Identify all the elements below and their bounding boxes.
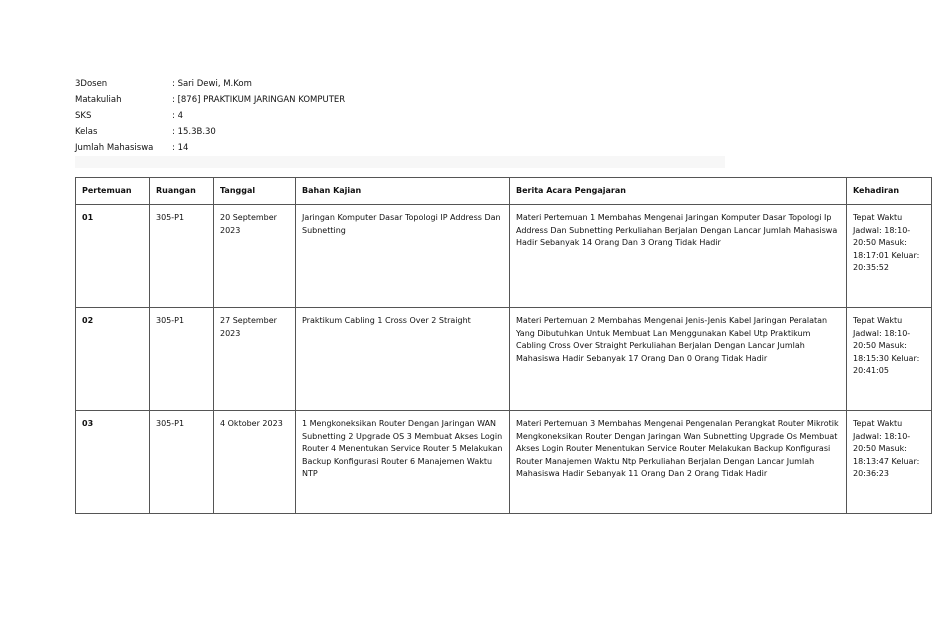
attendance-table [75,177,932,514]
header-berita-acara: Berita Acara Pengajaran [510,178,847,205]
header-ruangan: Ruangan [150,178,214,205]
cell-bahan-kajian: Jaringan Komputer Dasar Topologi IP Address Dan Subnetting [296,205,510,308]
info-value: : Sari Dewi, M.Kom [172,79,252,89]
cell-kehadiran: Tepat Waktu Jadwal: 18:10-20:50 Masuk: 18:15:30 Keluar: 20:41:05 [847,308,932,411]
header-bahan-kajian: Bahan Kajian [296,178,510,205]
info-label: Matakuliah [75,95,122,105]
table-row [76,308,932,411]
shaded-band [75,156,725,168]
cell-tanggal: 4 Oktober 2023 [214,411,296,514]
cell-ruangan: 305-P1 [150,308,214,411]
info-row-dosen [75,76,345,92]
cell-pertemuan: 02 [76,308,150,411]
info-value: : 4 [172,111,183,121]
header-kehadiran: Kehadiran [847,178,932,205]
course-info [75,76,345,156]
info-label: Kelas [75,127,98,137]
info-label: SKS [75,111,92,121]
table-header-row [76,178,932,205]
cell-pertemuan: 01 [76,205,150,308]
info-row-jumlah-mahasiswa [75,140,345,156]
info-row-sks [75,108,345,124]
cell-berita-acara: Materi Pertemuan 1 Membahas Mengenai Jaringan Komputer Dasar Topologi Ip Address Dan Subnetting Perkuliahan Berjalan Dengan Lancar Jumlah Mahasiswa Hadir Sebanyak 14 Orang Dan 3 Orang Tidak Hadir [510,205,847,308]
cell-ruangan: 305-P1 [150,411,214,514]
cell-tanggal: 20 September 2023 [214,205,296,308]
cell-kehadiran: Tepat Waktu Jadwal: 18:10-20:50 Masuk: 18:13:47 Keluar: 20:36:23 [847,411,932,514]
cell-bahan-kajian: Praktikum Cabling 1 Cross Over 2 Straight [296,308,510,411]
cell-tanggal: 27 September 2023 [214,308,296,411]
info-label: 3Dosen [75,79,108,89]
cell-bahan-kajian: 1 Mengkoneksikan Router Dengan Jaringan WAN Subnetting 2 Upgrade OS 3 Membuat Akses Login Router 4 Menentukan Service Router 5 Melakukan Backup Konfigurasi Router 6 Manajemen Waktu NTP [296,411,510,514]
info-value: : [876] PRAKTIKUM JARINGAN KOMPUTER [172,95,346,105]
cell-kehadiran: Tepat Waktu Jadwal: 18:10-20:50 Masuk: 18:17:01 Keluar: 20:35:52 [847,205,932,308]
table-row [76,411,932,514]
table-row [76,205,932,308]
cell-berita-acara: Materi Pertemuan 2 Membahas Mengenai Jenis-Jenis Kabel Jaringan Peralatan Yang Dibutuhkan Untuk Membuat Lan Menggunakan Kabel Utp Praktikum Cabling Cross Over Straight Perkuliahan Berjalan Dengan Lancar Jumlah Mahasiswa Hadir Sebanyak 17 Orang Dan 0 Orang Tidak Hadir [510,308,847,411]
cell-ruangan: 305-P1 [150,205,214,308]
info-row-matakuliah [75,92,345,108]
header-tanggal: Tanggal [214,178,296,205]
info-label: Jumlah Mahasiswa [75,143,154,153]
cell-berita-acara: Materi Pertemuan 3 Membahas Mengenai Pengenalan Perangkat Router Mikrotik Mengkoneksikan Router Dengan Jaringan Wan Subnetting Upgrade Os Membuat Akses Login Router Menentukan Service Router Melakukan Backup Konfigurasi Router Manajemen Waktu Ntp Perkuliahan Berjalan Dengan Lancar Jumlah Mahasiswa Hadir Sebanyak 11 Orang Dan 2 Orang Tidak Hadir [510,411,847,514]
header-pertemuan: Pertemuan [76,178,150,205]
info-value: : 15.3B.30 [172,127,216,137]
info-value: : 14 [172,143,189,153]
cell-pertemuan: 03 [76,411,150,514]
info-row-kelas [75,124,345,140]
